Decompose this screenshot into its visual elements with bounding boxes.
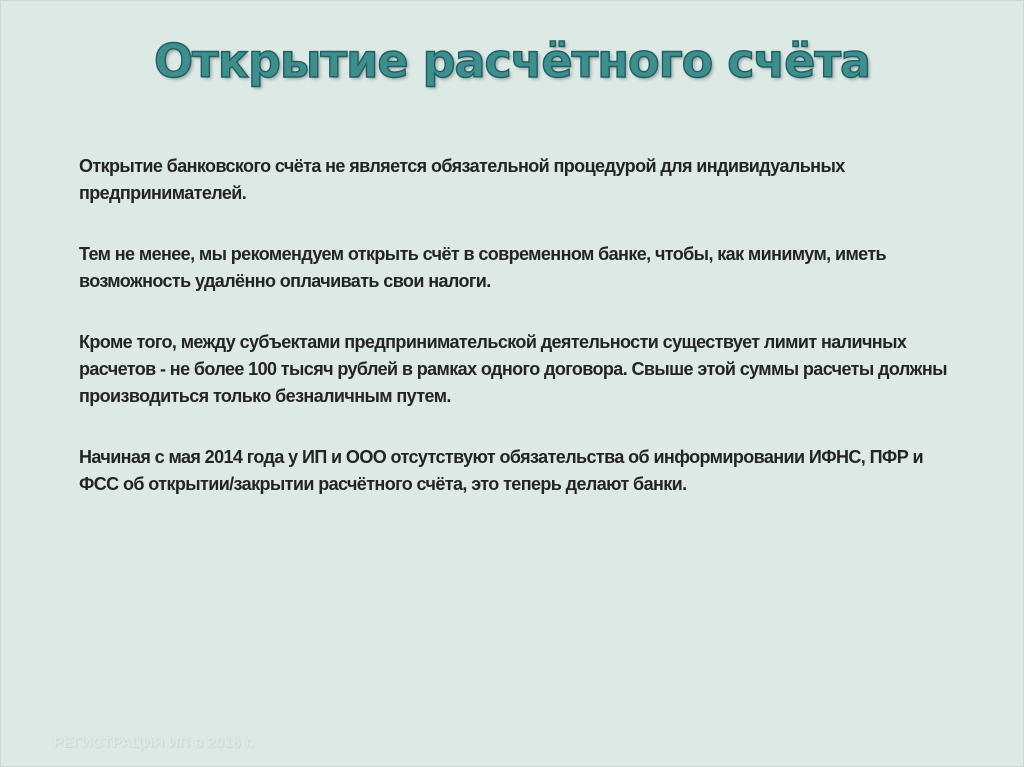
slide-body [79, 153, 959, 532]
slide-title: Открытие расчётного счёта [153, 34, 871, 88]
paragraph-recommendation: Тем не менее, мы рекомендуем открыть счёт в современном банке, чтобы, как минимум, иметь возможность удалённо оплачивать свои налоги. [79, 244, 887, 291]
paragraph-notification-rules: Начиная с мая 2014 года у ИП и ООО отсутствуют обязательства об информировании ИФНС, ПФР и ФСС об открытии/закрытии расчётного счёта, это теперь делают банки. [79, 447, 923, 494]
paragraph-cash-limit: Кроме того, между субъектами предпринимательской деятельности существует лимит наличных расчетов - не более 100 тысяч рублей в рамках одного договора. Свыше этой суммы расчеты должны производиться только безналичным путем. [79, 332, 947, 406]
paragraph-bank-account-optional: Открытие банковского счёта не является обязательной процедурой для индивидуальных предпринимателей. [79, 156, 845, 203]
slide-footer: РЕГИСТРАЦИЯ ИП в 2018 г. [53, 734, 254, 751]
